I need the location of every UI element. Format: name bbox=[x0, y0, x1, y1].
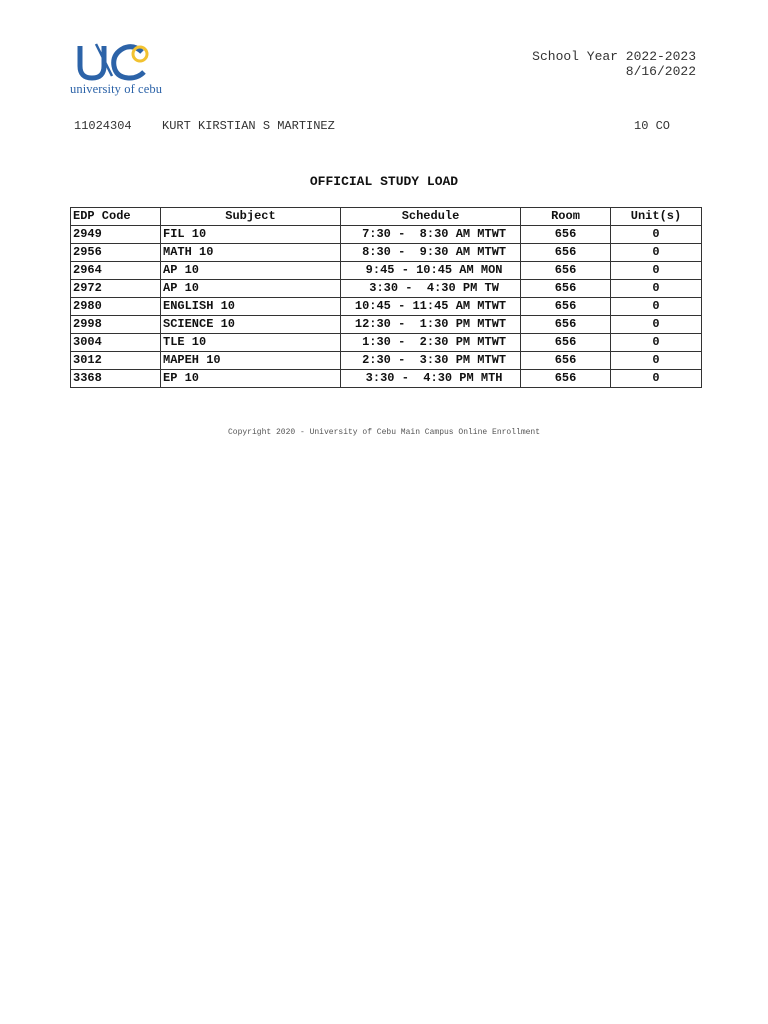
edp-code-cell: 3368 bbox=[71, 370, 161, 388]
room-cell: 656 bbox=[521, 316, 611, 334]
subject-cell: SCIENCE 10 bbox=[161, 316, 341, 334]
units-cell: 0 bbox=[611, 226, 702, 244]
edp-code-cell: 2980 bbox=[71, 298, 161, 316]
schedule-cell: 3:30 - 4:30 PM MTH bbox=[341, 370, 521, 388]
subject-cell: MATH 10 bbox=[161, 244, 341, 262]
school-year: School Year 2022-2023 bbox=[532, 49, 696, 64]
page-title: OFFICIAL STUDY LOAD bbox=[309, 174, 459, 189]
subject-cell: AP 10 bbox=[161, 280, 341, 298]
schedule-cell: 7:30 - 8:30 AM MTWT bbox=[341, 226, 521, 244]
units-cell: 0 bbox=[611, 298, 702, 316]
header-subject: Subject bbox=[161, 208, 341, 226]
units-cell: 0 bbox=[611, 352, 702, 370]
table-row bbox=[71, 244, 702, 262]
room-cell: 656 bbox=[521, 298, 611, 316]
schedule-cell: 9:45 - 10:45 AM MON bbox=[341, 262, 521, 280]
subject-cell: MAPEH 10 bbox=[161, 352, 341, 370]
units-cell: 0 bbox=[611, 370, 702, 388]
subject-cell: AP 10 bbox=[161, 262, 341, 280]
schedule-cell: 1:30 - 2:30 PM MTWT bbox=[341, 334, 521, 352]
edp-code-cell: 2998 bbox=[71, 316, 161, 334]
schedule-cell: 8:30 - 9:30 AM MTWT bbox=[341, 244, 521, 262]
table-header-row bbox=[71, 208, 702, 226]
table-row bbox=[71, 370, 702, 388]
subject-cell: TLE 10 bbox=[161, 334, 341, 352]
edp-code-cell: 3004 bbox=[71, 334, 161, 352]
logo-text: university of cebu bbox=[70, 82, 163, 96]
table-row bbox=[71, 352, 702, 370]
student-id: 11024304 bbox=[74, 119, 132, 133]
room-cell: 656 bbox=[521, 226, 611, 244]
table-row bbox=[71, 280, 702, 298]
header-edp-code: EDP Code bbox=[71, 208, 161, 226]
edp-code-cell: 2972 bbox=[71, 280, 161, 298]
header-units: Unit(s) bbox=[611, 208, 702, 226]
units-cell: 0 bbox=[611, 280, 702, 298]
edp-code-cell: 3012 bbox=[71, 352, 161, 370]
student-name: KURT KIRSTIAN S MARTINEZ bbox=[162, 119, 335, 133]
edp-code-cell: 2949 bbox=[71, 226, 161, 244]
table-row bbox=[71, 262, 702, 280]
edp-code-cell: 2964 bbox=[71, 262, 161, 280]
table-row bbox=[71, 298, 702, 316]
study-load-table bbox=[70, 207, 702, 388]
university-logo bbox=[68, 40, 168, 100]
room-cell: 656 bbox=[521, 352, 611, 370]
room-cell: 656 bbox=[521, 244, 611, 262]
header-info bbox=[532, 49, 696, 79]
subject-cell: EP 10 bbox=[161, 370, 341, 388]
student-section: 10 CO bbox=[634, 119, 671, 133]
subject-cell: FIL 10 bbox=[161, 226, 341, 244]
units-cell: 0 bbox=[611, 316, 702, 334]
units-cell: 0 bbox=[611, 262, 702, 280]
schedule-cell: 10:45 - 11:45 AM MTWT bbox=[341, 298, 521, 316]
subject-cell: ENGLISH 10 bbox=[161, 298, 341, 316]
print-date: 8/16/2022 bbox=[625, 64, 696, 79]
schedule-cell: 12:30 - 1:30 PM MTWT bbox=[341, 316, 521, 334]
room-cell: 656 bbox=[521, 334, 611, 352]
room-cell: 656 bbox=[521, 262, 611, 280]
copyright-footer: Copyright 2020 - University of Cebu Main Campus Online Enrollment bbox=[227, 428, 541, 437]
uc-logo-mark bbox=[68, 40, 168, 84]
edp-code-cell: 2956 bbox=[71, 244, 161, 262]
table-row bbox=[71, 316, 702, 334]
room-cell: 656 bbox=[521, 280, 611, 298]
header-schedule: Schedule bbox=[341, 208, 521, 226]
table-row bbox=[71, 334, 702, 352]
schedule-cell: 3:30 - 4:30 PM TW bbox=[341, 280, 521, 298]
header-room: Room bbox=[521, 208, 611, 226]
table-row bbox=[71, 226, 702, 244]
units-cell: 0 bbox=[611, 244, 702, 262]
room-cell: 656 bbox=[521, 370, 611, 388]
units-cell: 0 bbox=[611, 334, 702, 352]
schedule-cell: 2:30 - 3:30 PM MTWT bbox=[341, 352, 521, 370]
